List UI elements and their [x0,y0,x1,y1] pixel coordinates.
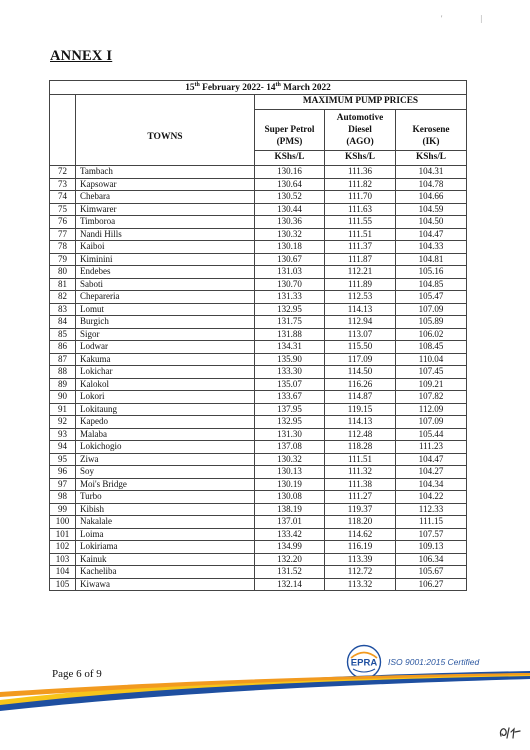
ago-price: 112.72 [325,566,396,579]
pms-price: 138.19 [255,503,325,516]
unit-header: KShs/L [325,151,396,166]
ik-price: 106.02 [396,328,467,341]
table-row [50,453,467,466]
product-name: Super Petrol [264,124,315,135]
pms-price: 130.08 [255,491,325,504]
row-number: 86 [50,341,76,354]
ago-price: 113.07 [325,328,396,341]
table-row [50,566,467,579]
ago-price: 112.48 [325,428,396,441]
town-name: Kibish [76,503,255,516]
ik-price: 105.16 [396,266,467,279]
ago-price: 116.26 [325,378,396,391]
pms-price: 130.18 [255,241,325,254]
ago-price: 112.53 [325,291,396,304]
town-name: Soy [76,466,255,479]
table-row [50,241,467,254]
row-number: 99 [50,503,76,516]
pms-price: 130.19 [255,478,325,491]
pms-price: 135.07 [255,378,325,391]
town-name: Sigor [76,328,255,341]
pms-price: 130.32 [255,228,325,241]
ik-price: 107.82 [396,391,467,404]
town-name: Loima [76,528,255,541]
table-row [50,341,467,354]
pms-price: 130.70 [255,278,325,291]
table-row [50,478,467,491]
town-name: Tambach [76,166,255,179]
ago-price: 118.28 [325,441,396,454]
ago-price: 111.36 [325,166,396,179]
pms-price: 133.42 [255,528,325,541]
ik-price: 106.27 [396,578,467,591]
ago-price: 111.51 [325,228,396,241]
town-name: Endebes [76,266,255,279]
ik-price: 112.09 [396,403,467,416]
ik-price: 104.81 [396,253,467,266]
row-number: 84 [50,316,76,329]
number-header-cell [50,95,76,166]
table-row [50,403,467,416]
town-name: Malaba [76,428,255,441]
table-row [50,516,467,529]
ik-price: 110.04 [396,353,467,366]
ik-price: 105.67 [396,566,467,579]
initials-signature [498,722,522,742]
town-name: Lomut [76,303,255,316]
pms-price: 132.95 [255,416,325,429]
ik-price: 107.09 [396,303,467,316]
ago-price: 117.09 [325,353,396,366]
town-name: Kaiboi [76,241,255,254]
row-number: 79 [50,253,76,266]
town-name: Kimwarer [76,203,255,216]
row-number: 96 [50,466,76,479]
pms-price: 130.13 [255,466,325,479]
product-code: (AGO) [346,136,374,147]
town-name: Lokiriama [76,541,255,554]
page-number: Page 6 of 9 [52,668,102,680]
ik-price: 112.33 [396,503,467,516]
row-number: 104 [50,566,76,579]
town-name: Kainuk [76,553,255,566]
table-row [50,166,467,179]
table-row [50,253,467,266]
row-number: 72 [50,166,76,179]
row-number: 97 [50,478,76,491]
iso-certification: ISO 9001:2015 Certified [388,657,480,667]
table-row [50,441,467,454]
table-row [50,378,467,391]
row-number: 81 [50,278,76,291]
town-name: Lokori [76,391,255,404]
town-name: Chebara [76,191,255,204]
row-number: 105 [50,578,76,591]
town-name: Kapsowar [76,178,255,191]
ago-price: 119.15 [325,403,396,416]
product-name: Kerosene [412,124,450,135]
pms-price: 134.99 [255,541,325,554]
ik-price: 107.09 [396,416,467,429]
pms-price: 135.90 [255,353,325,366]
row-number: 100 [50,516,76,529]
town-name: Lokichar [76,366,255,379]
ik-price: 104.59 [396,203,467,216]
table-row [50,528,467,541]
row-number: 78 [50,241,76,254]
ik-price: 104.33 [396,241,467,254]
footer-wave-graphic [0,670,530,730]
ik-price: 111.23 [396,441,467,454]
pms-price: 131.52 [255,566,325,579]
town-name: Saboti [76,278,255,291]
ago-price: 114.13 [325,416,396,429]
row-number: 73 [50,178,76,191]
max-prices-header: MAXIMUM PUMP PRICES [255,95,467,110]
unit-header: KShs/L [396,151,467,166]
table-row [50,278,467,291]
table-row [50,353,467,366]
ago-price: 111.89 [325,278,396,291]
ago-price: 118.20 [325,516,396,529]
towns-header: TOWNS [76,95,255,166]
ago-price: 111.38 [325,478,396,491]
town-name: Ziwa [76,453,255,466]
pms-price: 130.32 [255,453,325,466]
ik-price: 104.27 [396,466,467,479]
table-row [50,228,467,241]
table-row [50,416,467,429]
pms-price: 137.08 [255,441,325,454]
ik-price: 105.89 [396,316,467,329]
product-header [396,110,467,151]
table-row [50,391,467,404]
pms-price: 133.67 [255,391,325,404]
ago-price: 111.32 [325,466,396,479]
table-row [50,428,467,441]
table-row [50,366,467,379]
row-number: 87 [50,353,76,366]
pms-price: 131.88 [255,328,325,341]
ago-price: 111.27 [325,491,396,504]
row-number: 93 [50,428,76,441]
ago-price: 111.63 [325,203,396,216]
row-number: 82 [50,291,76,304]
pms-price: 130.44 [255,203,325,216]
ago-price: 113.39 [325,553,396,566]
ago-price: 119.37 [325,503,396,516]
scan-marks: ' | [440,14,500,23]
row-number: 95 [50,453,76,466]
pms-price: 137.01 [255,516,325,529]
town-name: Moi's Bridge [76,478,255,491]
ik-price: 104.34 [396,478,467,491]
town-name: Lodwar [76,341,255,354]
row-number: 98 [50,491,76,504]
product-header [255,110,325,151]
pms-price: 137.95 [255,403,325,416]
pms-price: 131.75 [255,316,325,329]
period-header: 15th February 2022- 14th March 2022 [50,81,467,95]
pms-price: 130.64 [255,178,325,191]
pms-price: 133.30 [255,366,325,379]
table-row [50,216,467,229]
annex-title: ANNEX I [50,48,113,64]
ago-price: 111.70 [325,191,396,204]
row-number: 101 [50,528,76,541]
table-row [50,553,467,566]
product-code: (PMS) [276,136,303,147]
ago-price: 112.21 [325,266,396,279]
table-row [50,191,467,204]
ik-price: 109.21 [396,378,467,391]
ik-price: 109.13 [396,541,467,554]
table-row [50,578,467,591]
ik-price: 105.47 [396,291,467,304]
row-number: 74 [50,191,76,204]
table-row [50,466,467,479]
pms-price: 134.31 [255,341,325,354]
row-number: 102 [50,541,76,554]
town-name: Kakuma [76,353,255,366]
pms-price: 131.30 [255,428,325,441]
ik-price: 104.85 [396,278,467,291]
ago-price: 112.94 [325,316,396,329]
ago-price: 111.55 [325,216,396,229]
row-number: 75 [50,203,76,216]
pms-price: 130.52 [255,191,325,204]
row-number: 80 [50,266,76,279]
ik-price: 105.44 [396,428,467,441]
pms-price: 132.95 [255,303,325,316]
ik-price: 104.47 [396,228,467,241]
row-number: 83 [50,303,76,316]
ago-price: 114.13 [325,303,396,316]
epra-logo-text: EPRA [350,657,378,669]
ik-price: 104.66 [396,191,467,204]
ik-price: 111.15 [396,516,467,529]
unit-header: KShs/L [255,151,325,166]
ago-price: 114.87 [325,391,396,404]
town-name: Kalokol [76,378,255,391]
table-row [50,303,467,316]
pms-price: 132.14 [255,578,325,591]
row-number: 103 [50,553,76,566]
product-header [325,110,396,151]
pms-price: 131.03 [255,266,325,279]
ago-price: 114.62 [325,528,396,541]
table-row [50,266,467,279]
town-name: Nandi Hills [76,228,255,241]
row-number: 89 [50,378,76,391]
ago-price: 115.50 [325,341,396,354]
row-number: 76 [50,216,76,229]
pms-price: 132.20 [255,553,325,566]
ago-price: 114.50 [325,366,396,379]
row-number: 88 [50,366,76,379]
table-row [50,178,467,191]
pms-price: 131.33 [255,291,325,304]
table-row [50,503,467,516]
product-code: (IK) [422,136,440,147]
table-row [50,491,467,504]
table-row [50,328,467,341]
town-name: Lokitaung [76,403,255,416]
row-number: 90 [50,391,76,404]
ik-price: 104.31 [396,166,467,179]
town-name: Lokichogio [76,441,255,454]
pms-price: 130.67 [255,253,325,266]
pms-price: 130.36 [255,216,325,229]
town-name: Kacheliba [76,566,255,579]
ik-price: 104.50 [396,216,467,229]
ik-price: 107.45 [396,366,467,379]
table-row [50,316,467,329]
product-name: Automotive Diesel [336,112,384,135]
town-name: Timboroa [76,216,255,229]
ago-price: 113.32 [325,578,396,591]
town-name: Kapedo [76,416,255,429]
ago-price: 111.51 [325,453,396,466]
row-number: 92 [50,416,76,429]
ik-price: 104.22 [396,491,467,504]
town-name: Kiwawa [76,578,255,591]
town-name: Kiminini [76,253,255,266]
ik-price: 104.78 [396,178,467,191]
row-number: 77 [50,228,76,241]
ago-price: 116.19 [325,541,396,554]
row-number: 91 [50,403,76,416]
town-name: Nakalale [76,516,255,529]
ik-price: 104.47 [396,453,467,466]
ik-price: 106.34 [396,553,467,566]
town-name: Turbo [76,491,255,504]
town-name: Chepareria [76,291,255,304]
town-name: Burgich [76,316,255,329]
row-number: 85 [50,328,76,341]
ago-price: 111.82 [325,178,396,191]
ago-price: 111.87 [325,253,396,266]
ago-price: 111.37 [325,241,396,254]
ik-price: 107.57 [396,528,467,541]
pms-price: 130.16 [255,166,325,179]
table-row [50,203,467,216]
table-row [50,291,467,304]
pump-prices-table [49,80,467,591]
table-row [50,541,467,554]
ik-price: 108.45 [396,341,467,354]
row-number: 94 [50,441,76,454]
